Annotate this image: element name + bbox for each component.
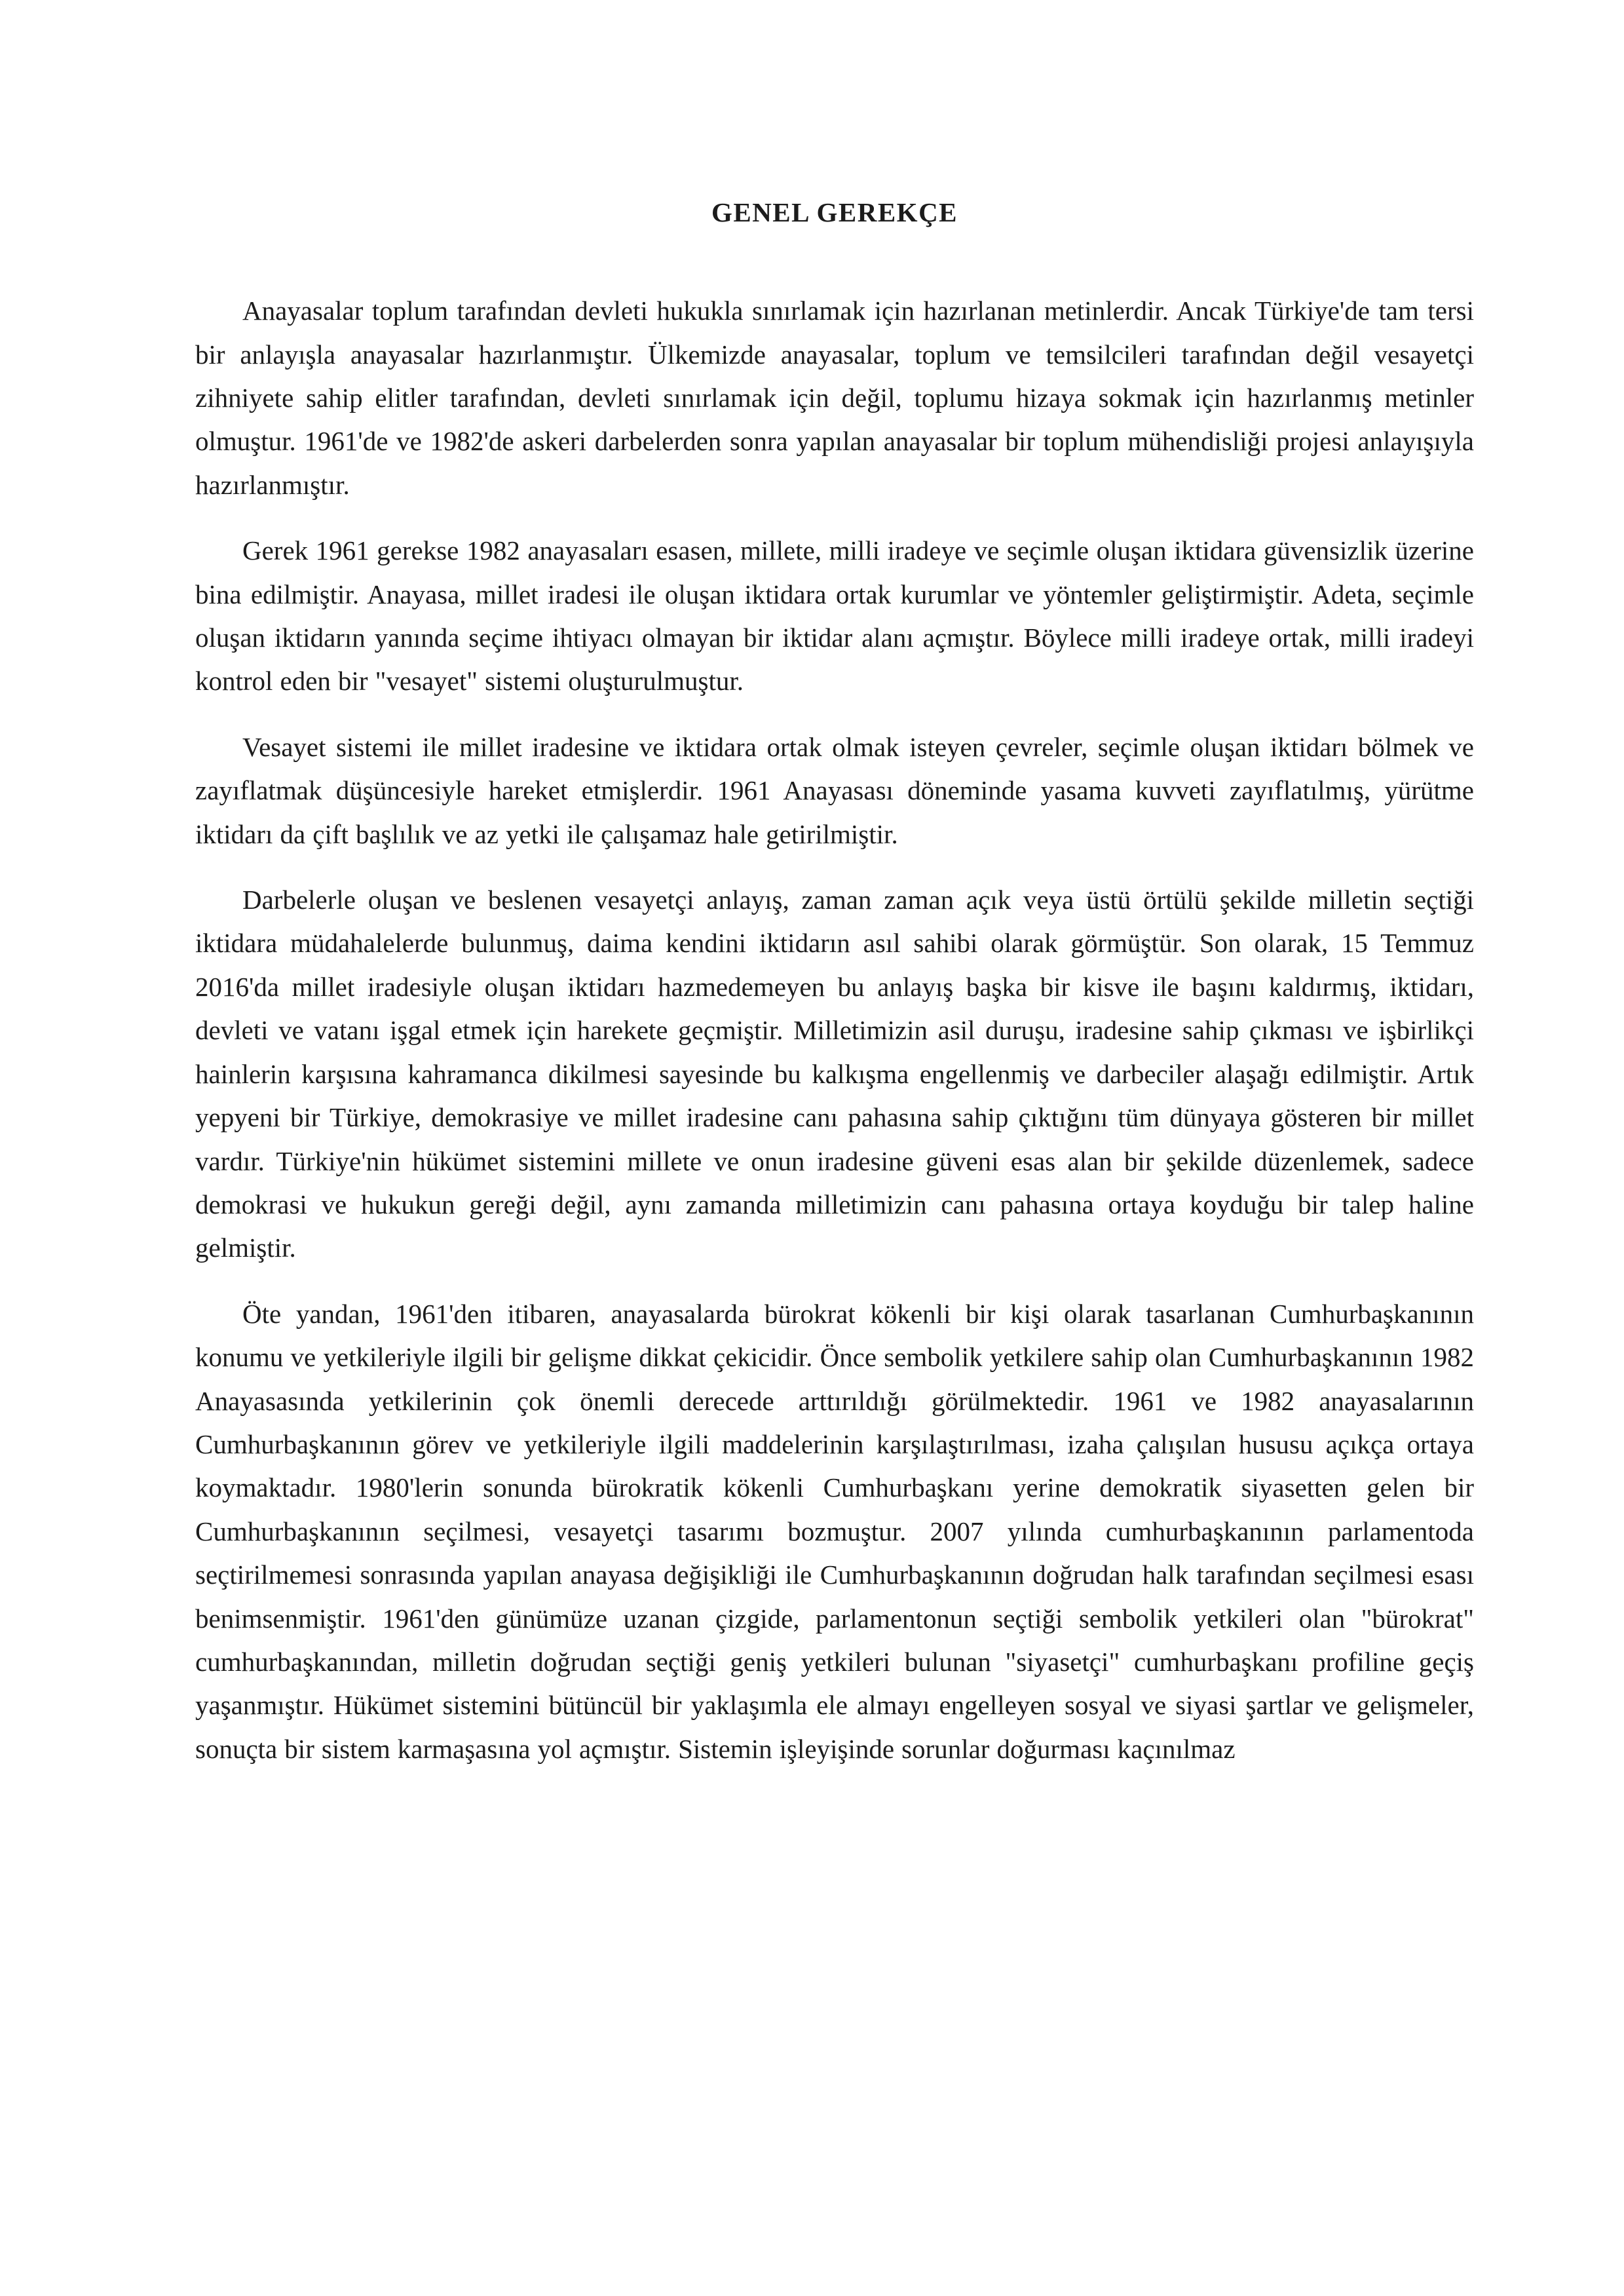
document-body	[195, 289, 1474, 1770]
paragraph-3: Vesayet sistemi ile millet iradesine ve iktidara ortak olmak isteyen çevreler, seçimle oluşan iktidarı bölmek ve zayıflatmak düşüncesiyle hareket etmişlerdir. 1961 Anayasası döneminde yasama kuvveti zayıflatılmış, yürütme iktidarı da çift başlılık ve az yetki ile çalışamaz hale getirilmiştir.	[195, 731, 1474, 849]
paragraph-4: Darbelerle oluşan ve beslenen vesayetçi anlayış, zaman zaman açık veya üstü örtülü şekilde milletin seçtiği iktidara müdahalelerde bulunmuş, daima kendini iktidarın asıl sahibi olarak görmüştür. Son olarak, 15 Temmuz 2016'da millet iradesiyle oluşan iktidarı hazmedemeyen bu anlayış başka bir kisve ile başını kaldırmış, iktidarı, devleti ve vatanı işgal etmek için harekete geçmiştir. Milletimizin asil duruşu, iradesine sahip çıkması ve işbirlikçi hainlerin karşısına kahramanca dikilmesi sayesinde bu kalkışma engellenmiş ve darbeciler alaşağı edilmiştir. Artık yepyeni bir Türkiye, demokrasiye ve millet iradesine canı pahasına sahip çıktığını tüm dünyaya gösteren bir millet vardır. Türkiye'nin hükümet sistemini millete ve onun iradesine güveni esas alan bir şekilde düzenlemek, sadece demokrasi ve hukukun gereği değil, aynı zamanda milletimizin canı pahasına ortaya koyduğu bir talep haline gelmiştir.	[195, 885, 1474, 1263]
page-title: GENEL GEREKÇE	[711, 197, 958, 227]
paragraph-2: Gerek 1961 gerekse 1982 anayasaları esasen, millete, milli iradeye ve seçimle oluşan iktidara güvensizlik üzerine bina edilmiştir. Anayasa, millet iradesi ile oluşan iktidara ortak kurumlar ve yöntemler geliştirmiştir. Adeta, seçimle oluşan iktidarın yanında seçime ihtiyacı olmayan bir iktidar alanı açmıştır. Böylece milli iradeye ortak, milli iradeyi kontrol eden bir "vesayet" sistemi oluşturulmuştur.	[195, 535, 1474, 697]
page-content-column	[195, 0, 1474, 1770]
paragraph-5: Öte yandan, 1961'den itibaren, anayasalarda bürokrat kökenli bir kişi olarak tasarlanan Cumhurbaşkanının konumu ve yetkileriyle ilgili bir gelişme dikkat çekicidir. Önce sembolik yetkilere sahip olan Cumhurbaşkanının 1982 Anayasasında yetkilerinin çok önemli derecede arttırıldığı görülmektedir. 1961 ve 1982 anayasalarının Cumhurbaşkanının görev ve yetkileriyle ilgili maddelerinin karşılaştırılması, izaha çalışılan hususu açıkça ortaya koymaktadır. 1980'lerin sonunda bürokratik kökenli Cumhurbaşkanı yerine demokratik siyasetten gelen bir Cumhurbaşkanının seçilmesi, vesayetçi tasarımı bozmuştur. 2007 yılında cumhurbaşkanının parlamentoda seçtirilmemesi sonrasında yapılan anayasa değişikliği ile Cumhurbaşkanının doğrudan halk tarafından seçilmesi esası benimsenmiştir. 1961'den günümüze uzanan çizgide, parlamentonun seçtiği sembolik yetkileri olan "bürokrat" cumhurbaşkanından, milletin doğrudan seçtiği geniş yetkileri bulunan "siyasetçi" cumhurbaşkanı profiline geçiş yaşanmıştır. Hükümet sistemini bütüncül bir yaklaşımla ele almayı engelleyen sosyal ve siyasi şartlar ve gelişmeler, sonuçta bir sistem karmaşasına yol açmıştır. Sistemin işleyişinde sorunlar doğurması kaçınılmaz	[195, 1298, 1474, 1764]
paragraph-1: Anayasalar toplum tarafından devleti hukukla sınırlamak için hazırlanan metinlerdir. Ancak Türkiye'de tam tersi bir anlayışla anayasalar hazırlanmıştır. Ülkemizde anayasalar, toplum ve temsilcileri tarafından değil vesayetçi zihniyete sahip elitler tarafından, devleti sınırlamak için değil, toplumu hizaya sokmak için hazırlanmış metinler olmuştur. 1961'de ve 1982'de askeri darbelerden sonra yapılan anayasalar bir toplum mühendisliği projesi anlayışıyla hazırlanmıştır.	[195, 296, 1474, 500]
